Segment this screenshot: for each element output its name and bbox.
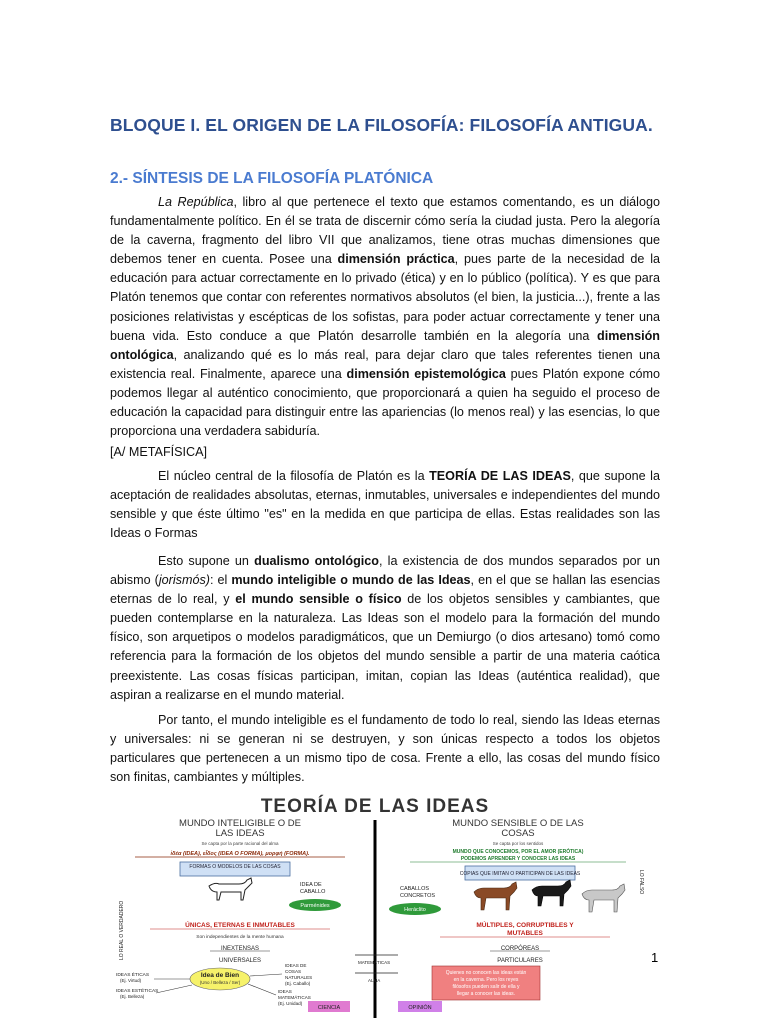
text-span: , analizando qué es lo más real, para dejar claro que tales referentes tienen una existencia real. Finalmente, aparece una [110, 347, 660, 381]
left-subtitle: Se capta por la parte racional del alma [201, 841, 279, 846]
left-title-line1: MUNDO INTELIGIBLE O DE [179, 818, 301, 829]
ideas-mat-1: IDEAS [278, 989, 292, 994]
right-copies-text: COPIAS QUE IMITAN O PARTICIPAN DE LAS IDEAS [459, 871, 581, 877]
side-right-label: LO FALSO [638, 870, 644, 895]
caverna-line4: llegar a conocer las ideas. [456, 991, 516, 997]
bold-term: mundo inteligible o mundo de las Ideas [231, 573, 471, 588]
text-span: , que supone la aceptación de realidades absolutas, eternas, inmutables, universales e independientes del mundo sensible y que éste último "es" en la medida en que participa de ellas. Estas realidades son las Ideas o Formas [110, 469, 660, 541]
book-title: La República [158, 195, 234, 209]
bold-term: dimensión práctica [337, 252, 455, 267]
section-heading: 2.- SÍNTESIS DE LA FILOSOFÍA PLATÓNICA [110, 170, 434, 187]
left-red-title: ÚNICAS, ETERNAS E INMUTABLES [185, 922, 295, 929]
idea-bien-sub: (Uno / Belleza / Ser) [199, 980, 241, 985]
bold-term: dualismo ontológico [254, 554, 379, 568]
ideas-cosas-3: NATURALES [285, 975, 313, 980]
left-forms-text: FORMAS O MODELOS DE LAS COSAS [189, 864, 281, 870]
paragraph-conclusion [110, 711, 660, 787]
bold-term: el mundo sensible o físico [235, 592, 402, 607]
ideas-esteticas-2: (Ej. Belleza) [120, 994, 145, 999]
page-title: BLOQUE I. EL ORIGEN DE LA FILOSOFÍA: FILOSOFÍA ANTIGUA. [110, 115, 653, 135]
ideas-cosas-4: (Ej. Caballo) [285, 981, 311, 986]
caverna-line2: en la caverna. Pero los reyes [453, 977, 519, 983]
left-title-line2: LAS IDEAS [215, 828, 265, 839]
diagram-title: TEORÍA DE LAS IDEAS [260, 796, 490, 817]
ideas-esteticas-1: IDEAS ESTÉTICAS [116, 989, 159, 994]
left-independence: Son independientes de la mente humana [196, 935, 284, 940]
text-span: , en el que se hallan las esencias eternas de lo real, y [110, 573, 660, 607]
heraclito-label: Heráclito [404, 907, 426, 913]
universales-label: UNIVERSALES [218, 958, 262, 964]
paragraph-theory [110, 467, 660, 543]
text-span: Por tanto, el mundo inteligible es el fundamento de todo lo real, siendo las Ideas eternas y universales: ni se generan ni se destruyen, y son únicas respecto a todos los objetos particulares que pertenecen a un mismo tipo de cosa. Frente a ello, las cosas del mundo físico son finitas, cambiantes y múltiples. [110, 713, 660, 785]
parmenides-label: Parménides [300, 903, 330, 909]
paragraph-intro [110, 193, 660, 441]
idea-caballo-1: IDEA DE [300, 882, 322, 888]
left-terms: ἰδέα (IDEA), εἶδος (IDEA O FORMA), μορφή (FORMA). [170, 851, 310, 857]
ideas-eticas-1: IDEAS ÉTICAS [116, 973, 150, 978]
diagram-svg [110, 790, 650, 1020]
caballos-1: CABALLOS [400, 886, 430, 892]
ciencia-label: CIENCIA [317, 1005, 341, 1011]
particulares-label: PARTICULARES [497, 958, 543, 964]
text-span: El núcleo central de la filosofía de Platón es la [158, 469, 430, 483]
bold-term: dimensión epistemológica [346, 366, 506, 381]
page-number: 1 [651, 950, 659, 965]
text-span: : el [209, 573, 232, 588]
text-span: , la existencia de dos mundos separados por un abismo ( [110, 554, 660, 588]
inextensas-label: INEXTENSAS [220, 946, 260, 952]
text-span: Esto supone un [158, 554, 255, 568]
right-red-1: MÚLTIPLES, CORRUPTIBLES Y [476, 922, 574, 929]
bold-term: TEORÍA DE LAS IDEAS [429, 469, 571, 483]
paragraph-dualism [110, 552, 660, 705]
idea-bien-title: Idea de Bien [200, 972, 240, 979]
ideas-cosas-2: COSAS [285, 969, 302, 974]
idea-caballo-2: CABALLO [300, 889, 326, 895]
corporeas-label: CORPÓREAS [500, 946, 540, 952]
right-red-2: MUTABLES [507, 930, 543, 937]
right-title-line1: MUNDO SENSIBLE O DE LAS [452, 818, 584, 829]
side-left-label: LO REAL O VERDADERO [119, 900, 125, 960]
right-title-line2: COSAS [501, 828, 535, 839]
right-green-1: MUNDO QUE CONOCEMOS, POR EL AMOR (ERÓTICA) [452, 849, 584, 855]
ideas-eticas-2: (Ej. Virtud) [120, 978, 142, 983]
alma-label: ALMA [368, 978, 381, 983]
italic-term: jorismós) [158, 573, 210, 588]
ideas-mat-2: MATEMÁTICAS [278, 995, 311, 1000]
text-span: , pues parte de la necesidad de la educación para actuar correctamente en lo privado (ética) y en lo público (política). Y es que para Platón tenemos que contar con referentes normativos absolutos (el bien, la justicia...), frente a las posiciones relativistas y escépticas de los sofistas, para poder actuar correctamente y tener una buena vida. Esto conduce a que Platón desarrolle también en la alegoría una [110, 252, 660, 343]
caverna-line3: filósofos pueden salir de ella y [452, 984, 520, 990]
ideas-mat-3: (Ej. Unidad) [278, 1001, 303, 1006]
bold-term: dimensión ontológica [110, 328, 660, 362]
caballos-2: CONCRETOS [400, 893, 436, 899]
right-subtitle: Se capta por los sentidos [492, 841, 544, 846]
section-label: [A/ METAFÍSICA] [110, 445, 208, 459]
caverna-line1: Quienes no conocen las ideas están [445, 970, 527, 976]
text-span: pues Platón expone cómo podemos llegar al auténtico conocimiento, que proporcionará a quien ha seguido el proceso de educación la capacidad para distinguir entre las apariencias (lo menos real) y las esencias, lo que proporciona una verdadera sabiduría. [110, 366, 660, 439]
text-span: de los objetos sensibles y cambiantes, que pueden contemplarse en la naturaleza. Las Ideas son el modelo para la formación del mundo físico, son arquetipos o modelos paradigmáticos, que un Demiurgo (o dios artesano) tomó como referencia para la formación de los objetos del mundo sensible a partir de una materia caótica preexistente. Las cosas físicas participan, imitan, copian las Ideas (auténtica realidad), que aspiran a realizarse en el mundo material. [110, 592, 661, 702]
text-span: , libro al que pertenece el texto que estamos comentando, es un diálogo fundamentalmente político. En él se trata de discernir cómo sería la ciudad justa. Pero la alegoría de la caverna, fragmento del libro VII que analizamos, tiene otras muchas dimensiones que debemos tener en cuenta. Posee una [110, 195, 660, 267]
matematicas-label: MATEMÁTICAS [358, 960, 391, 965]
theory-of-ideas-diagram [110, 790, 650, 1020]
ideas-cosas-1: IDEAS DE [285, 963, 307, 968]
opinion-label: OPINIÓN [408, 1005, 432, 1011]
right-green-2: PODEMOS APRENDER Y CONOCER LAS IDEAS [460, 856, 576, 862]
